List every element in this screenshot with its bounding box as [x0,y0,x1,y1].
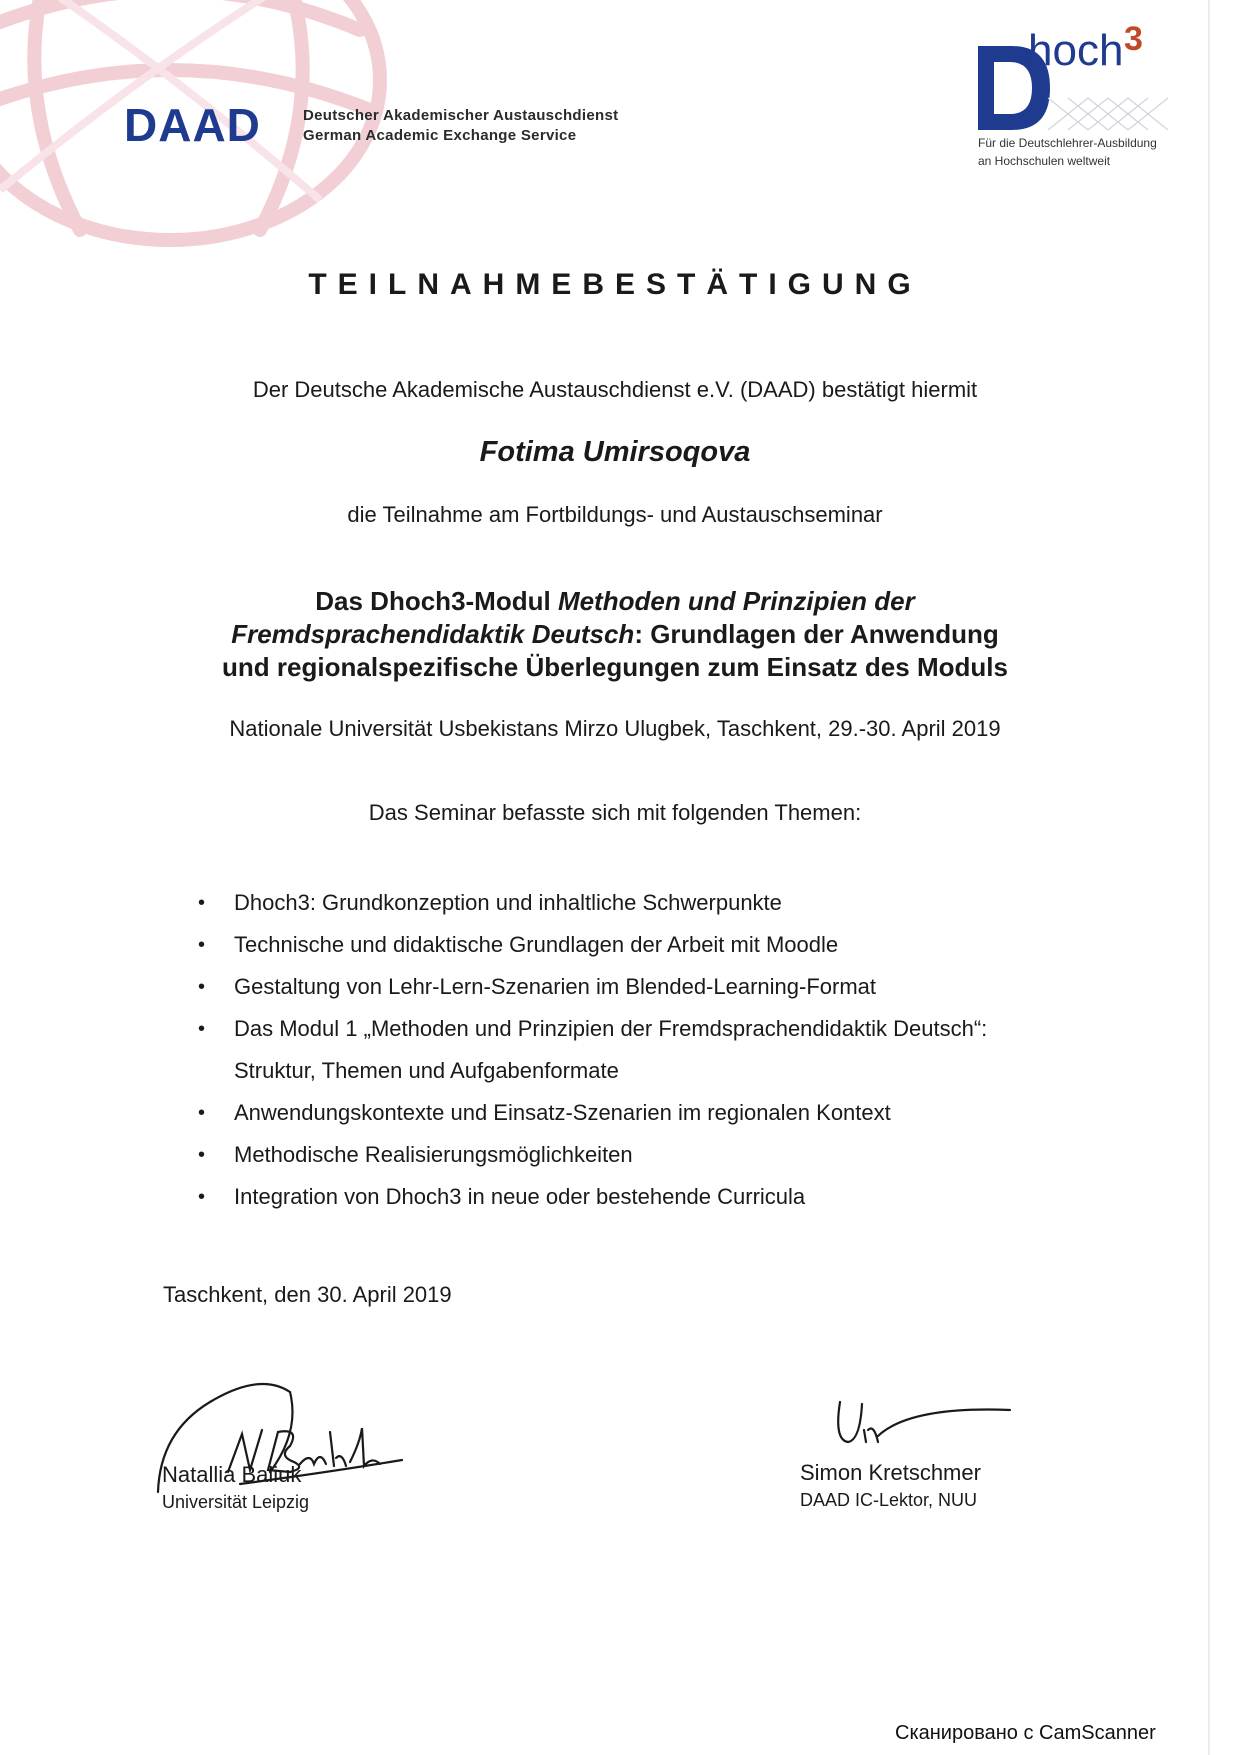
topic-text-continuation: Struktur, Themen und Aufgabenformate [234,1058,619,1083]
place-date: Taschkent, den 30. April 2019 [163,1282,452,1307]
topics-list [196,882,1096,1218]
list-item [196,1176,1096,1218]
list-item [196,1008,1096,1092]
signatory-left-name: Natallia Baliuk [162,1462,302,1487]
bullet-icon: • [198,976,206,998]
signatory-right-role: DAAD IC-Lektor, NUU [800,1490,978,1510]
participation-line: die Teilnahme am Fortbildungs- und Austauschseminar [347,502,883,527]
daad-subtitle [303,106,618,146]
topic-text: Anwendungskontexte und Einsatz-Szenarien im regionalen Kontext [234,1100,891,1125]
topic-text: Methodische Realisierungsmöglichkeiten [234,1142,633,1167]
page-edge [1208,0,1210,1755]
topic-text: Gestaltung von Lehr-Lern-Szenarien im Blended-Learning-Format [234,974,877,999]
seminar-venue: Nationale Universität Usbekistans Mirzo Ulugbek, Taschkent, 29.-30. April 2019 [229,716,1001,741]
daad-subtitle-en: German Academic Exchange Service [303,127,577,144]
daad-logo: DAAD [124,99,261,151]
seminar-title-part3: : Grundlagen der Anwendung und regionalspezifische Überlegungen zum Einsatz des Moduls [222,619,1008,682]
dhoch3-superscript: 3 [1124,20,1143,58]
bullet-icon: • [198,892,206,914]
daad-subtitle-de: Deutscher Akademischer Austauschdienst [303,107,619,124]
recipient-name: Fotima Umirsoqova [479,436,751,468]
topic-text: Das Modul 1 „Methoden und Prinzipien der Fremdsprachendidaktik Deutsch“: [234,1016,988,1041]
list-item [196,966,1096,1008]
bullet-icon: • [198,934,206,956]
list-item [196,1134,1096,1176]
list-item [196,1092,1096,1134]
scanner-watermark: Сканировано с CamScanner [895,1722,1156,1744]
list-item [196,924,1096,966]
dhoch3-wordmark: hoch [1028,26,1124,75]
bullet-icon: • [198,1102,206,1124]
seminar-title [0,585,1230,684]
dhoch3-tagline [978,134,1198,170]
bullet-icon: • [198,1144,206,1166]
topic-text: Dhoch3: Grundkonzeption und inhaltliche Schwerpunkte [234,890,782,915]
dhoch3-tagline-line1: Für die Deutschlehrer-Ausbildung [978,136,1157,150]
topics-intro: Das Seminar befasste sich mit folgenden Themen: [368,800,862,825]
signatory-left-institution: Universität Leipzig [162,1492,310,1512]
bullet-icon: • [198,1186,206,1208]
list-item [196,882,1096,924]
confirmation-line: Der Deutsche Akademische Austauschdienst e.V. (DAAD) bestätigt hiermit [252,377,978,402]
topic-text: Integration von Dhoch3 in neue oder bestehende Curricula [234,1184,806,1209]
signatory-right-name: Simon Kretschmer [800,1460,981,1485]
seminar-title-module-name: Methoden und Prinzipien der Fremdsprachendidaktik Deutsch [231,586,915,649]
certificate-title: TEILNAHMEBESTÄTIGUNG [308,268,922,301]
signature-right-icon [820,1390,1020,1460]
bullet-icon: • [198,1018,206,1040]
dhoch3-tagline-line2: an Hochschulen weltweit [978,154,1111,168]
topic-text: Technische und didaktische Grundlagen der Arbeit mit Moodle [234,932,839,957]
seminar-title-part1: Das Dhoch3-Modul [315,586,558,616]
